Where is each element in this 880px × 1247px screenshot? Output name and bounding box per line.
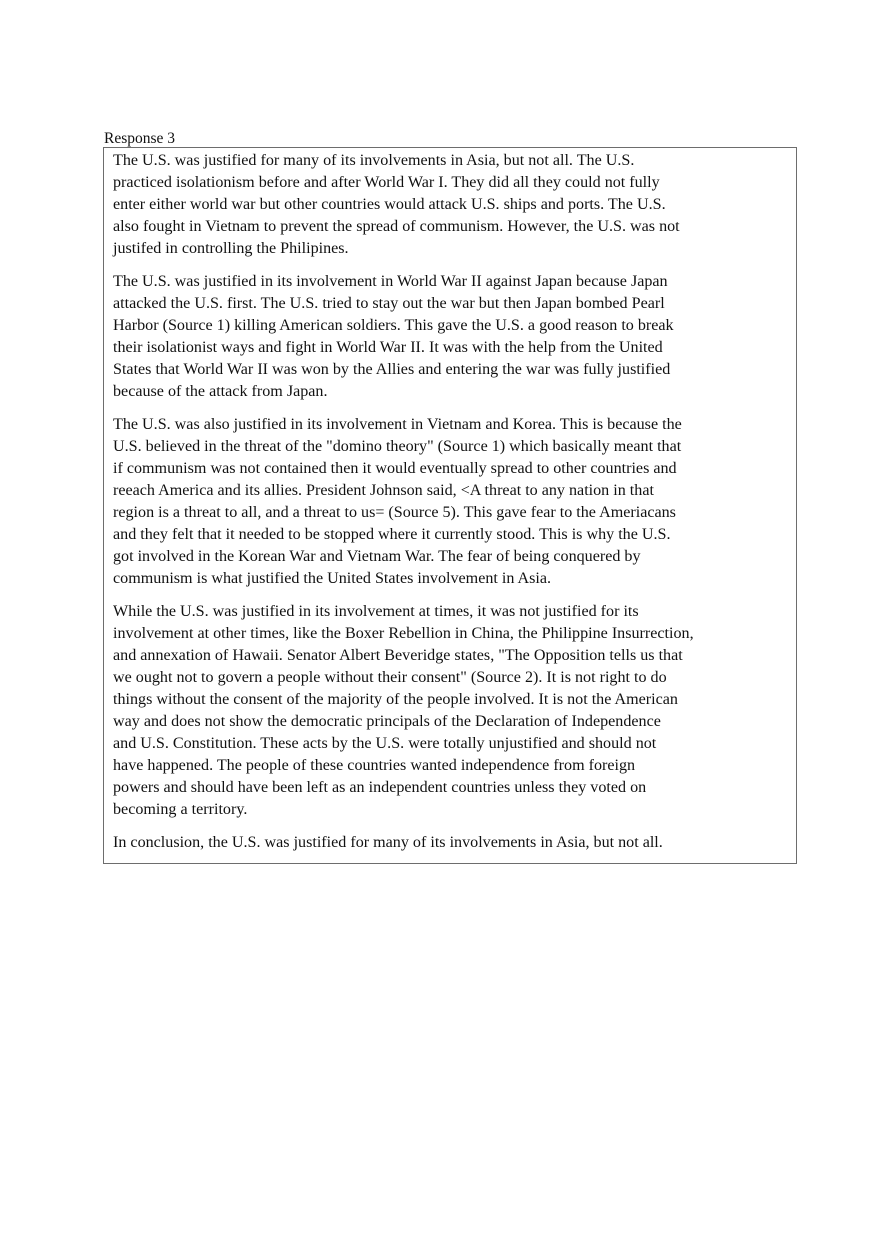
text-line: region is a threat to all, and a threat to us= (Source 5). This gave fear to the Ameriacans <box>113 504 676 521</box>
text-line: and U.S. Constitution. These acts by the U.S. were totally unjustified and should not <box>113 735 657 752</box>
text-line: practiced isolationism before and after World War I. They did all they could not fully <box>113 174 660 191</box>
text-line: While the U.S. was justified in its involvement at times, it was not justified for its <box>113 603 639 620</box>
text-line: reeach America and its allies. President Johnson said, <A threat to any nation in that <box>113 482 654 499</box>
text-line: The U.S. was also justified in its involvement in Vietnam and Korea. This is because the <box>113 416 682 433</box>
text-line: got involved in the Korean War and Vietnam War. The fear of being conquered by <box>113 548 641 565</box>
text-line: The U.S. was justified for many of its involvements in Asia, but not all. The U.S. <box>113 152 635 169</box>
text-line: U.S. believed in the threat of the "domino theory" (Source 1) which basically meant that <box>113 438 682 455</box>
paragraph-world-war-ii <box>113 271 792 403</box>
text-line: becoming a territory. <box>113 801 248 818</box>
text-line: Harbor (Source 1) killing American soldiers. This gave the U.S. a good reason to break <box>113 317 674 334</box>
text-line: and annexation of Hawaii. Senator Albert Beveridge states, "The Opposition tells us that <box>113 647 683 664</box>
paragraph-conclusion <box>113 832 792 854</box>
text-line: their isolationist ways and fight in World War II. It was with the help from the United <box>113 339 663 356</box>
text-line: we ought not to govern a people without their consent" (Source 2). It is not right to do <box>113 669 667 686</box>
response-label: Response 3 <box>104 130 176 147</box>
text-line: if communism was not contained then it would eventually spread to other countries and <box>113 460 677 477</box>
text-line: powers and should have been left as an independent countries unless they voted on <box>113 779 647 796</box>
text-line: communism is what justified the United States involvement in Asia. <box>113 570 552 587</box>
text-line: justifed in controlling the Philipines. <box>113 240 349 257</box>
text-line: have happened. The people of these countries wanted independence from foreign <box>113 757 636 774</box>
text-line: States that World War II was won by the Allies and entering the war was fully justified <box>113 361 671 378</box>
text-line: enter either world war but other countries would attack U.S. ships and ports. The U.S. <box>113 196 666 213</box>
paragraph-intro <box>113 150 792 260</box>
text-line: also fought in Vietnam to prevent the spread of communism. However, the U.S. was not <box>113 218 680 235</box>
text-line: because of the attack from Japan. <box>113 383 328 400</box>
text-line: The U.S. was justified in its involvement in World War II against Japan because Japan <box>113 273 668 290</box>
paragraph-vietnam-korea <box>113 414 792 590</box>
text-line: and they felt that it needed to be stopped where it currently stood. This is why the U.S. <box>113 526 671 543</box>
text-line: In conclusion, the U.S. was justified for many of its involvements in Asia, but not all. <box>113 834 663 851</box>
text-line: way and does not show the democratic principals of the Declaration of Independence <box>113 713 661 730</box>
response-box <box>103 147 797 864</box>
text-line: attacked the U.S. first. The U.S. tried to stay out the war but then Japan bombed Pearl <box>113 295 665 312</box>
text-line: things without the consent of the majority of the people involved. It is not the American <box>113 691 678 708</box>
text-line: involvement at other times, like the Boxer Rebellion in China, the Philippine Insurrection, <box>113 625 694 642</box>
paragraph-not-justified <box>113 601 792 821</box>
